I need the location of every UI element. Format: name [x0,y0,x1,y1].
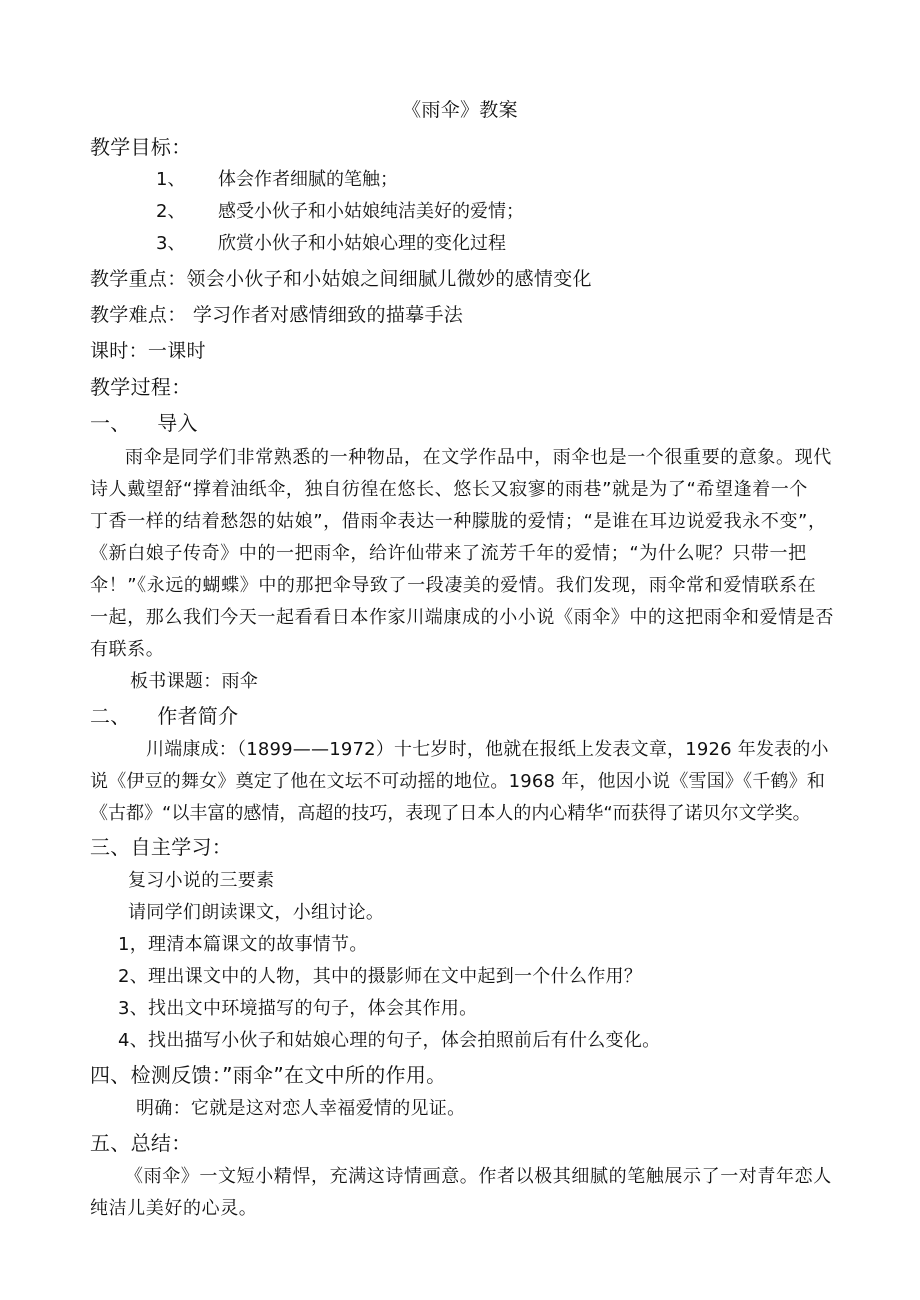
paragraph-line: 一起，那么我们今天一起看看日本作家川端康成的小小说《雨伞》中的这把雨伞和爱情是否 [90,607,834,628]
paragraph-line: 川端康成：（1899——1972）十七岁时，他就在报纸上发表文章，1926 年发表的小 [146,739,829,760]
objective-number: 3、 [156,233,186,254]
objective-text: 感受小伙子和小姑娘纯洁美好的爱情； [218,201,524,222]
sub-heading: 请同学们朗读课文，小组讨论。 [128,902,385,923]
objective-number: 2、 [156,201,186,222]
paragraph-line: 《雨伞》一文短小精悍，充满这诗情画意。作者以极其细腻的笔触展示了一对青年恋人 [125,1166,832,1187]
objective-text: 欣赏小伙子和小姑娘心理的变化过程 [218,233,506,254]
class-period: 课时：一课时 [90,340,206,362]
objectives-heading: 教学目标： [90,135,192,159]
section-heading-intro: 一、 导入 [90,411,198,435]
key-point: 教学重点：领会小伙子和小姑娘之间细腻儿微妙的感情变化 [90,268,592,290]
section-heading-author: 二、 作者简介 [90,704,239,728]
paragraph-line: 诗人戴望舒“撑着油纸伞，独自彷徨在悠长、悠长又寂寥的雨巷”就是为了“希望逢着一个 [90,479,808,500]
objective-number: 1、 [156,169,186,190]
difficulty: 教学难点： 学习作者对感情细致的描摹手法 [90,304,464,326]
section-heading-self-study: 三、自主学习： [90,835,233,859]
paragraph-line: 伞！”《永远的蝴蝶》中的那把伞导致了一段凄美的爱情。我们发现，雨伞常和爱情联系在 [90,575,817,596]
list-item: 4、找出描写小伙子和姑娘心理的句子，体会拍照前后有什么变化。 [118,1030,661,1051]
paragraph-line: 雨伞是同学们非常熟悉的一种物品，在文学作品中，雨伞也是一个很重要的意象。现代 [125,447,832,468]
paragraph-line: 说《伊豆的舞女》奠定了他在文坛不可动摇的地位。1968 年，他因小说《雪国》《千鹤》和 [90,771,826,792]
list-item: 3、找出文中环境描写的句子，体会其作用。 [118,998,478,1019]
page-title: 《雨伞》教案 [402,99,518,121]
answer-line: 明确：它就是这对恋人幸福爱情的见证。 [136,1098,466,1119]
paragraph-line: 有联系。 [90,639,165,660]
section-heading-summary: 五、总结： [90,1131,192,1155]
section-heading-feedback: 四、检测反馈：”雨伞”在文中所的作用。 [90,1063,447,1087]
paragraph-line: 纯洁儿美好的心灵。 [90,1198,258,1219]
paragraph-line: 《新白娘子传奇》中的一把雨伞，给许仙带来了流芳千年的爱情；“为什么呢？只带一把 [90,543,807,564]
objective-text: 体会作者细腻的笔触； [218,169,398,190]
sub-heading: 复习小说的三要素 [128,870,275,891]
paragraph-line: 丁香一样的结着愁怨的姑娘”，借雨伞表达一种朦胧的爱情；“是谁在耳边说爱我永不变”， [90,511,827,532]
board-title: 板书课题：雨伞 [130,671,259,692]
list-item: 1，理清本篇课文的故事情节。 [118,934,368,955]
process-heading: 教学过程： [90,375,192,399]
paragraph-line: 《古都》“以丰富的感情，高超的技巧，表现了日本人的内心精华“而获得了诺贝尔文学奖。 [90,803,811,824]
list-item: 2、理出课文中的人物，其中的摄影师在文中起到一个什么作用？ [118,966,643,987]
